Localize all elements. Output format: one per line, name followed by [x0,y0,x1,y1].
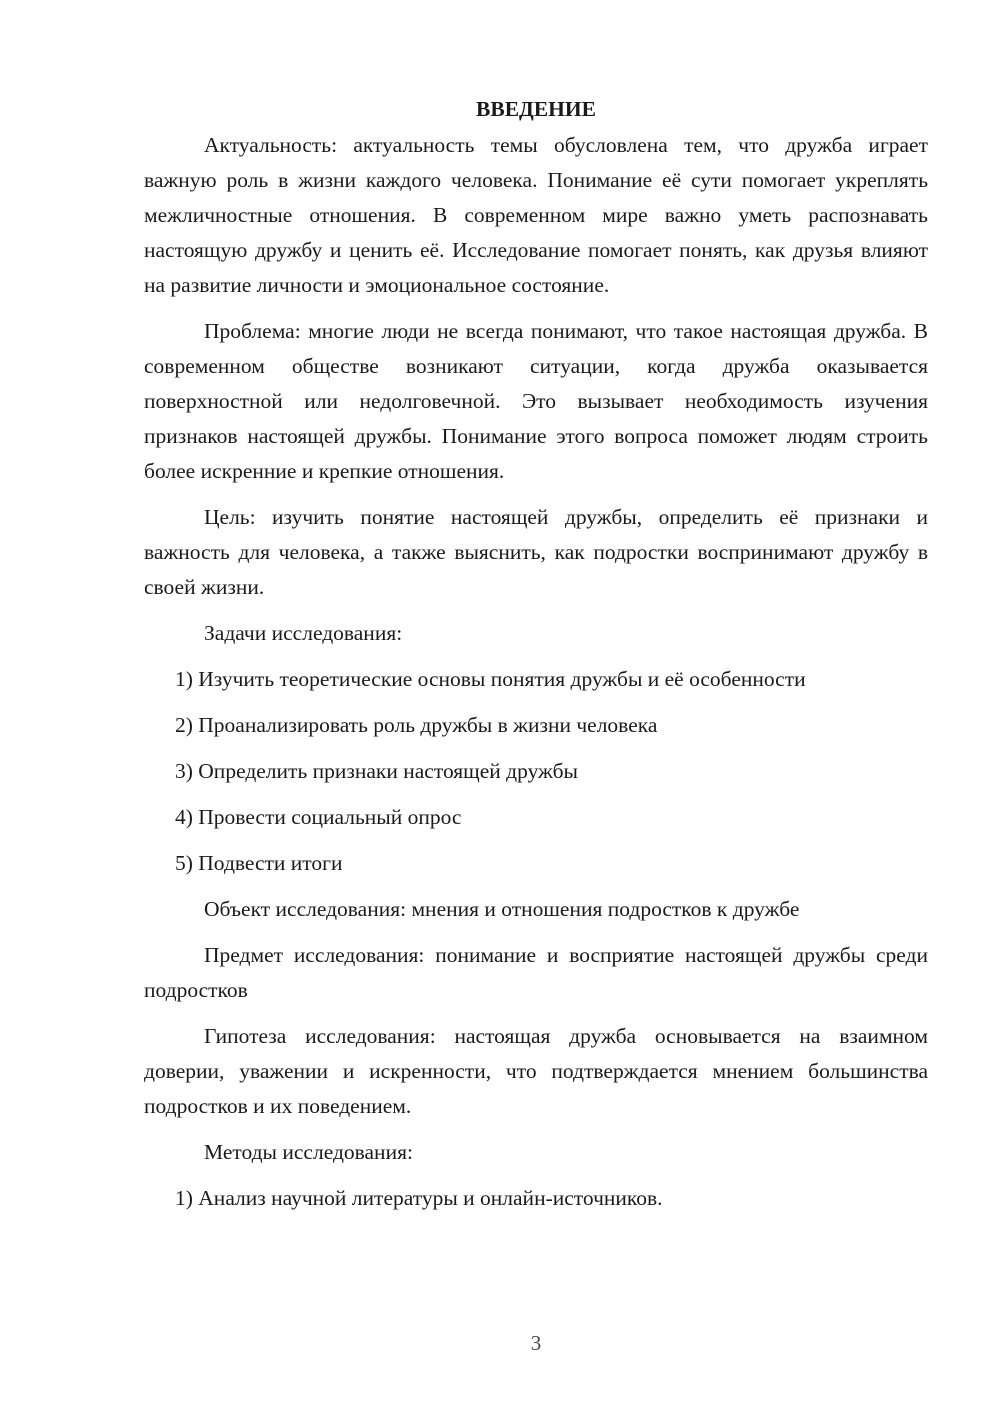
task-item: 3) Определить признаки настоящей дружбы [175,759,578,783]
page-number: 3 [530,1331,542,1355]
problem-paragraph: Проблема: многие люди не всегда понимают, что такое настоящая дружба. В современном обществе возникают ситуации, когда дружба оказывается поверхностной или недолговечной. Это вызывает необходимость изучения признаков настоящей дружбы. Понимание этого вопроса поможет людям строить более искренние и крепкие отношения. [144,319,928,483]
goal-paragraph: Цель: изучить понятие настоящей дружбы, определить её признаки и важность для человека, а также выяснить, как подростки воспринимают дружбу в своей жизни. [144,505,928,599]
task-item: 4) Провести социальный опрос [175,805,462,829]
document-page [144,92,928,1216]
hypothesis-paragraph: Гипотеза исследования: настоящая дружба основывается на взаимном доверии, уважении и искренности, что подтверждается мнением большинства подростков и их поведением. [144,1024,928,1118]
task-item: 2) Проанализировать роль дружбы в жизни человека [175,713,658,737]
object-paragraph: Объект исследования: мнения и отношения подростков к дружбе [204,897,800,921]
tasks-title: Задачи исследования: [204,621,403,645]
task-item: 5) Подвести итоги [175,851,343,875]
subject-paragraph: Предмет исследования: понимание и восприятие настоящей дружбы среди подростков [144,943,928,1002]
methods-title: Методы исследования: [204,1140,413,1164]
method-item: 1) Анализ научной литературы и онлайн-источников. [175,1186,663,1210]
section-heading: ВВЕДЕНИЕ [476,97,596,121]
task-item: 1) Изучить теоретические основы понятия дружбы и её особенности [175,667,806,691]
relevance-paragraph: Актуальность: актуальность темы обусловлена тем, что дружба играет важную роль в жизни каждого человека. Понимание её сути помогает укреплять межличностные отношения. В современном мире важно уметь распознавать настоящую дружбу и ценить её. Исследование помогает понять, как друзья влияют на развитие личности и эмоциональное состояние. [144,133,928,297]
